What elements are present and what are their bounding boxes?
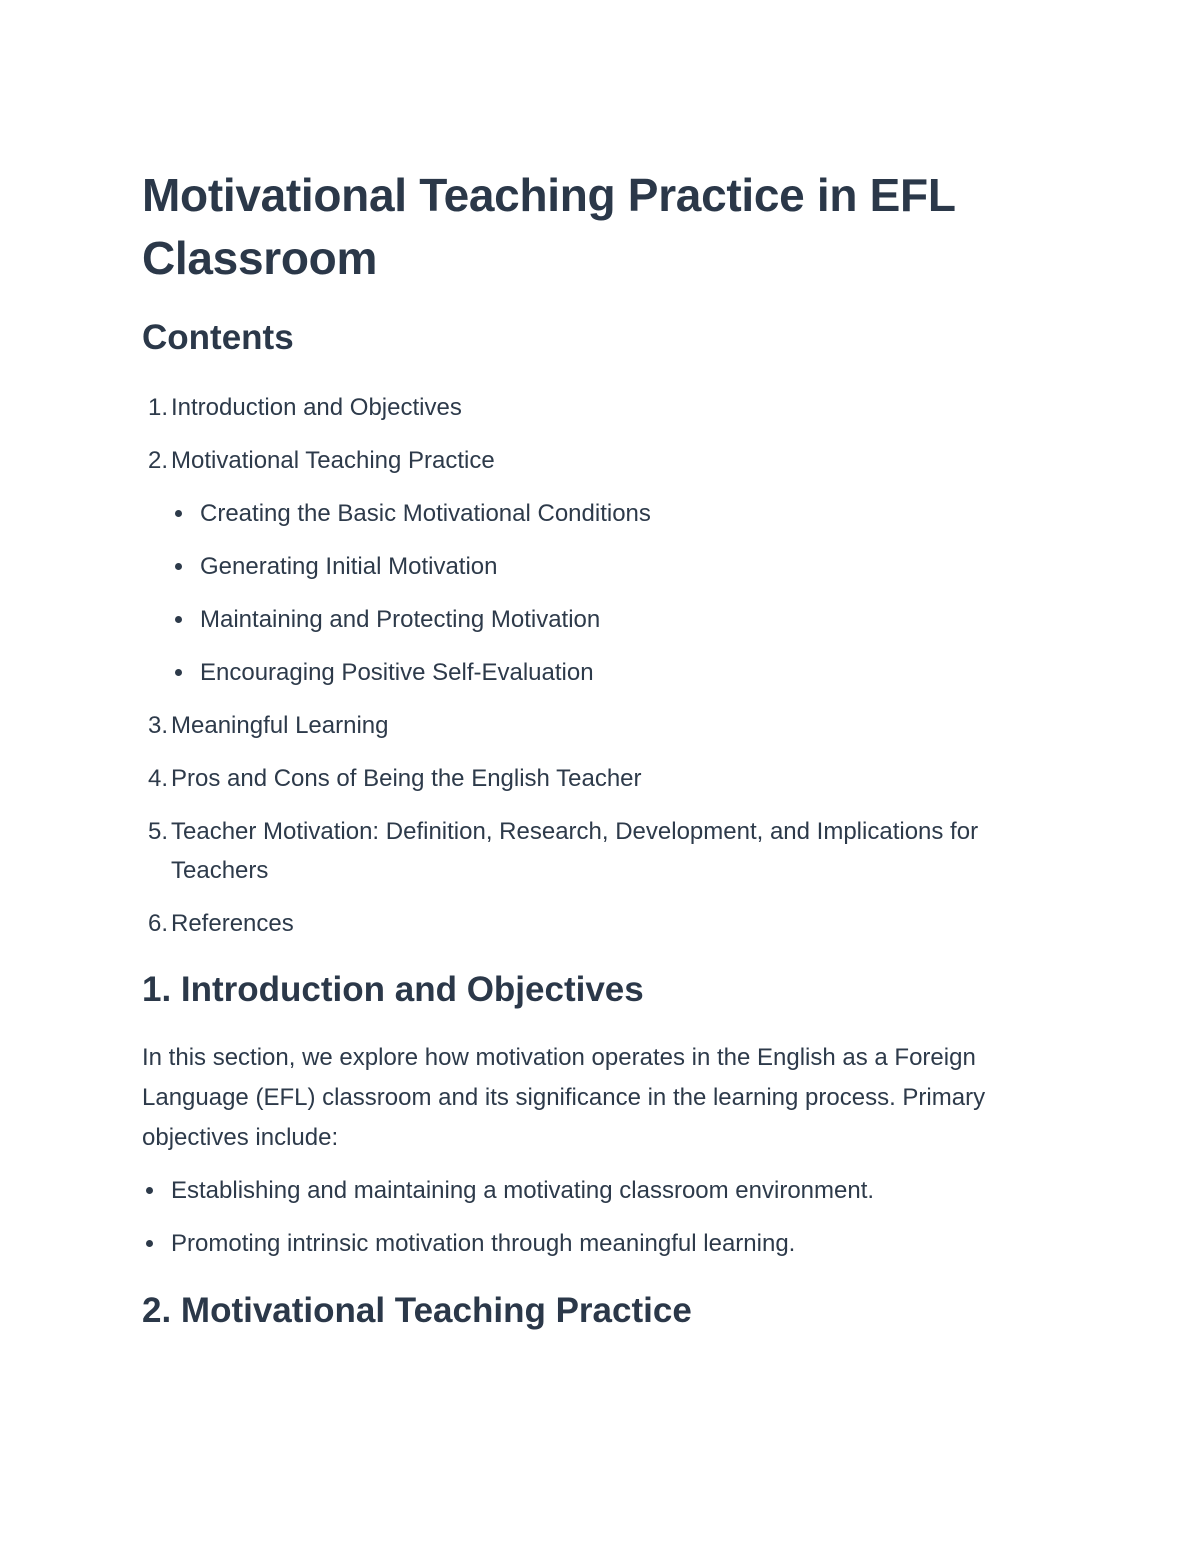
toc-subitem-label: Generating Initial Motivation	[200, 553, 498, 580]
toc-number: 4.	[147, 765, 168, 792]
bullet-icon	[175, 563, 182, 570]
toc-number: 5.	[147, 818, 168, 845]
toc-subitem	[171, 600, 1062, 639]
objectives-list	[142, 1171, 1042, 1277]
toc-label: Motivational Teaching Practice	[171, 447, 495, 474]
objective-item	[142, 1171, 1042, 1210]
toc-item-introduction	[142, 388, 1062, 427]
toc-number: 2.	[147, 447, 168, 474]
objective-label: Establishing and maintaining a motivating classroom environment.	[171, 1177, 875, 1204]
toc-item-meaningful-learning	[142, 706, 1062, 745]
bullet-icon	[146, 1240, 153, 1247]
toc-sublist	[171, 494, 1062, 692]
bullet-icon	[175, 616, 182, 623]
toc-number: 3.	[147, 712, 168, 739]
toc-subitem	[171, 547, 1062, 586]
intro-paragraph: In this section, we explore how motivation operates in the English as a Foreign Language (EFL) classroom and its significance in the learning process. Primary objectives include:	[142, 1044, 986, 1151]
bullet-icon	[175, 510, 182, 517]
objective-item	[142, 1224, 1042, 1263]
section-heading-introduction: 1. Introduction and Objectives	[142, 970, 644, 1009]
toc-label: Meaningful Learning	[171, 712, 389, 739]
toc-subitem-label: Creating the Basic Motivational Conditions	[200, 500, 651, 527]
toc-label: Introduction and Objectives	[171, 394, 462, 421]
bullet-icon	[146, 1187, 153, 1194]
toc-subitem-label: Encouraging Positive Self-Evaluation	[200, 659, 594, 686]
table-of-contents	[142, 388, 1062, 957]
toc-label: Teacher Motivation: Definition, Research, Development, and Implications for Teachers	[171, 818, 979, 884]
section-heading-motivational-teaching-practice: 2. Motivational Teaching Practice	[142, 1291, 692, 1330]
toc-item-pros-and-cons	[142, 759, 1062, 798]
contents-heading: Contents	[142, 318, 294, 357]
toc-item-teacher-motivation	[142, 812, 1062, 890]
toc-number: 1.	[147, 394, 168, 421]
toc-item-references	[142, 904, 1062, 943]
toc-subitem	[171, 653, 1062, 692]
toc-subitem	[171, 494, 1062, 533]
toc-subitem-label: Maintaining and Protecting Motivation	[200, 606, 601, 633]
document-title: Motivational Teaching Practice in EFL Classroom	[142, 169, 955, 284]
toc-item-motivational-teaching-practice	[142, 441, 1062, 692]
toc-number: 6.	[147, 910, 168, 937]
toc-label: Pros and Cons of Being the English Teacher	[171, 765, 642, 792]
objective-label: Promoting intrinsic motivation through meaningful learning.	[171, 1230, 796, 1257]
bullet-icon	[175, 669, 182, 676]
toc-label: References	[171, 910, 294, 937]
